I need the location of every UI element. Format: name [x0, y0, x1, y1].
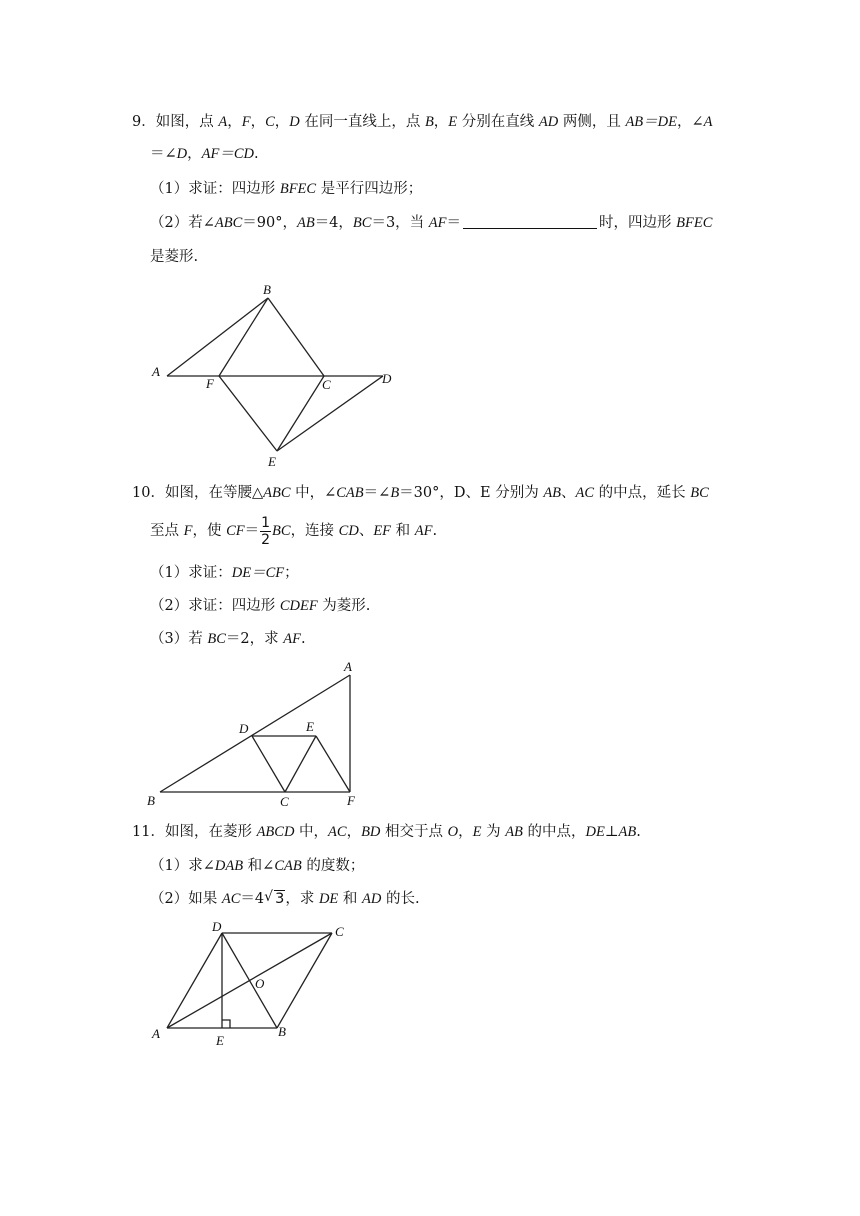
var: AF	[414, 523, 433, 539]
text: ，	[346, 824, 362, 840]
text: .	[636, 824, 641, 840]
text: 如图，在等腰△	[164, 485, 264, 501]
text: ，	[187, 146, 202, 162]
text: 如图，点	[155, 114, 219, 130]
var: F	[241, 114, 251, 130]
var: AF＝CD	[201, 146, 254, 162]
var: BFEC	[279, 181, 317, 197]
q11-label-B: B	[278, 1024, 286, 1039]
q11-label-E: E	[216, 1033, 224, 1048]
q9-label-D: D	[382, 371, 392, 386]
text: 在同一直线上，点	[299, 114, 425, 130]
var: A	[703, 114, 713, 130]
text: （2）若∠	[150, 215, 215, 231]
var: AD	[538, 114, 559, 130]
var: DE＝CF	[231, 565, 285, 581]
q10-label-C: C	[280, 794, 289, 809]
var: AC	[328, 824, 347, 840]
text: ，	[227, 114, 242, 130]
text: 如图，在菱形	[164, 824, 257, 840]
text: 是菱形.	[150, 249, 199, 265]
var: D	[289, 114, 300, 130]
q9-number: 9．	[132, 114, 156, 130]
text: ，	[458, 824, 473, 840]
text: ，求	[285, 891, 319, 907]
var: CF	[226, 523, 245, 539]
text: 中，	[294, 824, 329, 840]
text: （1）求证：四边形	[150, 181, 280, 197]
text: .	[432, 523, 438, 539]
text: ＝∠	[150, 146, 177, 162]
text: ，	[433, 114, 449, 130]
text: ＝4，	[314, 215, 353, 231]
text: ，	[274, 114, 290, 130]
text: 、	[465, 485, 481, 501]
var: F	[183, 523, 193, 539]
var: CDEF	[279, 598, 318, 614]
text: 相交于点	[380, 824, 448, 840]
text: ＝4	[240, 891, 265, 907]
text: 、	[358, 523, 374, 539]
text: 和	[338, 891, 363, 907]
var: B	[390, 485, 400, 501]
text: ，∠	[676, 114, 704, 130]
text: 时，四边形	[599, 215, 677, 231]
text: ，	[250, 114, 266, 130]
var: BC	[690, 485, 709, 501]
text: 、	[561, 485, 576, 501]
q10-label-E: E	[306, 719, 314, 734]
text: 的中点，延长	[594, 485, 691, 501]
text: ＝30°，	[399, 485, 454, 501]
var: CAB	[274, 858, 302, 874]
var: AF	[428, 215, 447, 231]
var: BC	[207, 631, 226, 647]
q9-label-E: E	[268, 454, 276, 469]
text: ，使	[192, 523, 227, 539]
var: AB	[505, 824, 523, 840]
var: B	[424, 114, 434, 130]
var: AC	[221, 891, 241, 907]
text: （1）求证：	[150, 565, 232, 581]
text: ＝2，求	[225, 631, 284, 647]
q10-label-A: A	[344, 659, 352, 674]
var: AB	[543, 485, 562, 501]
text: 为	[481, 824, 506, 840]
text: （2）求证：四边形	[150, 598, 280, 614]
var: DE⊥AB	[585, 824, 637, 840]
var: O	[447, 824, 459, 840]
text: .	[254, 146, 259, 162]
text: 分别为	[490, 485, 544, 501]
var: E	[472, 824, 482, 840]
text: 至点	[150, 523, 184, 539]
var: AF	[283, 631, 301, 647]
var: ABC	[263, 485, 291, 501]
text: （3）若	[150, 631, 208, 647]
fraction-numerator: 1	[261, 514, 271, 531]
text: ，连接	[290, 523, 339, 539]
q11-label-O: O	[255, 976, 265, 991]
text: D	[453, 485, 466, 501]
var: AB	[296, 215, 315, 231]
var: BC	[352, 215, 372, 231]
q11-number: 11．	[132, 824, 165, 840]
text: ＝90°，	[242, 215, 297, 231]
var: D	[176, 146, 188, 162]
text: ＝3，当	[371, 215, 429, 231]
var: DAB	[214, 858, 244, 874]
var: CD	[338, 523, 359, 539]
q10-label-D: D	[239, 721, 249, 736]
text: .	[300, 631, 306, 647]
var: AB＝DE	[625, 114, 677, 130]
var: ABCD	[256, 824, 295, 840]
text: 是平行四边形；	[316, 181, 423, 197]
var: EF	[373, 523, 392, 539]
var: ABC	[214, 215, 243, 231]
text: 两侧，且	[558, 114, 626, 130]
text: 和	[391, 523, 415, 539]
radicand: 3	[275, 891, 285, 907]
text: 的度数；	[301, 858, 365, 874]
var: DE	[318, 891, 339, 907]
q10-number: 10．	[132, 485, 165, 501]
text: ；	[284, 565, 299, 581]
text: 分别在直线	[457, 114, 539, 130]
var: BFEC	[676, 215, 713, 231]
q11-label-D: D	[212, 919, 222, 934]
q9-label-B: B	[263, 282, 271, 297]
var: AD	[362, 891, 382, 907]
text: （2）如果	[150, 891, 222, 907]
q9-label-C: C	[322, 377, 331, 392]
fraction-denominator: 2	[261, 531, 271, 548]
q11-label-A: A	[152, 1026, 160, 1041]
q9-label-F: F	[206, 376, 214, 391]
radical-sign-icon: √	[264, 889, 274, 905]
q10-label-F: F	[347, 793, 355, 808]
var: AC	[575, 485, 595, 501]
var: E	[448, 114, 458, 130]
text: 和∠	[243, 858, 275, 874]
q10-label-B: B	[147, 793, 155, 808]
var: BC	[272, 523, 291, 539]
var: BD	[361, 824, 381, 840]
q11-label-C: C	[335, 924, 344, 939]
text: ＝	[446, 215, 462, 231]
var: A	[218, 114, 228, 130]
text: （1）求∠	[150, 858, 215, 874]
text: E	[480, 485, 491, 501]
var: C	[265, 114, 275, 130]
text: 中，∠	[290, 485, 337, 501]
text: ＝∠	[363, 485, 391, 501]
var: CAB	[336, 485, 364, 501]
text: 的中点，	[522, 824, 586, 840]
q9-label-A: A	[152, 364, 160, 379]
text: 的长.	[381, 891, 420, 907]
text: ＝	[244, 523, 260, 539]
text: 为菱形.	[317, 598, 371, 614]
